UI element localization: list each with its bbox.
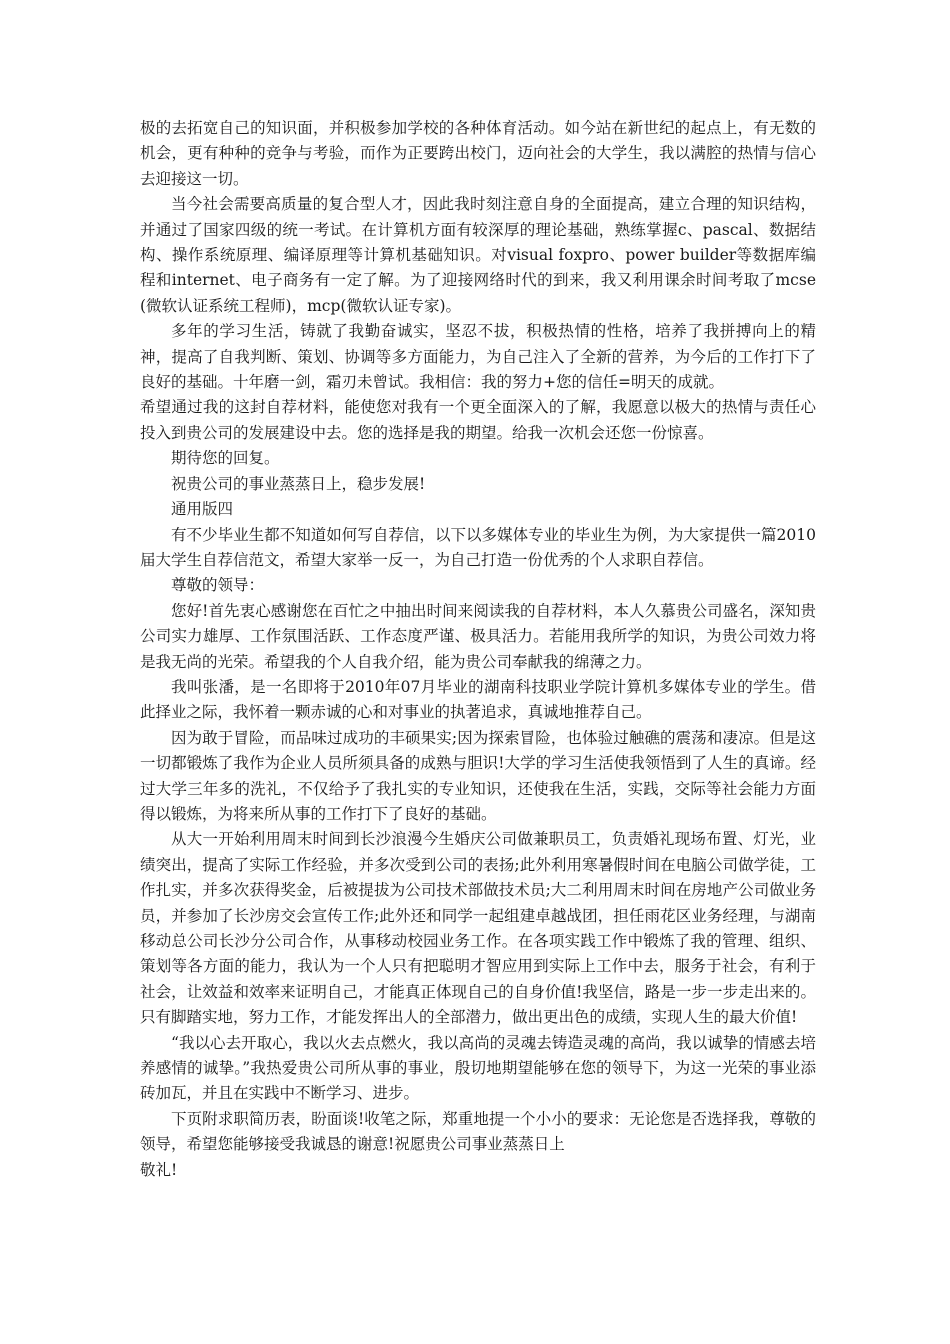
paragraph-14: 下页附求职简历表，盼面谈!收笔之际，郑重地提一个小小的要求：无论您是否选择我，尊敬的领导，希望您能够接受我诚恳的谢意!祝愿贵公司事业蒸蒸日上: [140, 1109, 816, 1154]
paragraph-5: 祝贵公司的事业蒸蒸日上，稳步发展!: [171, 474, 426, 493]
paragraph-13: “我以心去开取心，我以火去点燃火，我以高尚的灵魂去铸造灵魂的高尚，我以诚挚的情感去培养感情的诚挚。”我热爱贵公司所从事的事业，殷切地期望能够在您的领导下，为这一光荣的事业添砖加瓦，并且在实践中不断学习、进步。: [140, 1033, 816, 1103]
paragraph-2: 多年的学习生活，铸就了我勤奋诚实，坚忍不拔，积极热情的性格，培养了我拼搏向上的精神，提高了自我判断、策划、协调等多方面能力，为自己注入了全新的营养，为今后的工作打下了良好的基础。十年磨一剑，霜刃未曾试。我相信：我的努力+您的信任=明天的成就。: [140, 322, 816, 392]
paragraph-0: 极的去拓宽自己的知识面，并积极参加学校的各种体育活动。如今站在新世纪的起点上，有无数的机会，更有种种的竞争与考验，而作为正要跨出校门，迈向社会的大学生，我以满腔的热情与信心去迎接这一切。: [140, 119, 816, 188]
closing: 敬礼!: [140, 1160, 178, 1179]
paragraph-4: 期待您的回复。: [171, 449, 280, 468]
paragraph-11: 因为敢于冒险，而品味过成功的丰硕果实;因为探索冒险，也体验过触礁的震荡和凄凉。但是这一切都锻炼了我作为企业人员所须具备的成熟与胆识!大学的学习生活使我领悟到了人生的真谛。经过大学三年多的洗礼，不仅给予了我扎实的专业知识，还使我在生活，实践，交际等社会能力方面得以锻炼，为将来所从事的工作打下了良好的基础。: [140, 728, 816, 823]
section-heading: 通用版四: [171, 500, 234, 519]
paragraph-9: 您好!首先衷心感谢您在百忙之中抽出时间来阅读我的自荐材料，本人久慕贵公司盛名，深知贵公司实力雄厚、工作氛围活跃、工作态度严谨、极具活力。若能用我所学的知识，为贵公司效力将是我无尚的光荣。希望我的个人自我介绍，能为贵公司奉献我的绵薄之力。: [140, 601, 816, 671]
paragraph-3: 希望通过我的这封自荐材料，能使您对我有一个更全面深入的了解，我愿意以极大的热情与责任心投入到贵公司的发展建设中去。您的选择是我的期望。给我一次机会还您一份惊喜。: [140, 398, 816, 442]
paragraph-10: 我叫张潘，是一名即将于2010年07月毕业的湖南科技职业学院计算机多媒体专业的学生。借此择业之际，我怀着一颗赤诚的心和对事业的执著追求，真诚地推荐自己。: [140, 677, 816, 722]
paragraph-7: 有不少毕业生都不知道如何写自荐信，以下以多媒体专业的毕业生为例，为大家提供一篇2010届大学生自荐信范文，希望大家举一反一，为自己打造一份优秀的个人求职自荐信。: [140, 525, 816, 569]
paragraph-1: 当今社会需要高质量的复合型人才，因此我时刻注意自身的全面提高，建立合理的知识结构，并通过了国家四级的统一考试。在计算机方面有较深厚的理论基础，熟练掌握c、pascal、数据结构、操作系统原理、编译原理等计算机基础知识。对visual foxpro、power builder等数据库编程和internet、电子商务有一定了解。为了迎接网络时代的到来，我又利用课余时间考取了mcse(微软认证系统工程师)，mcp(微软认证专家)。: [140, 195, 816, 315]
paragraph-12: 从大一开始利用周末时间到长沙浪漫今生婚庆公司做兼职员工，负责婚礼现场布置、灯光，业绩突出，提高了实际工作经验，并多次受到公司的表扬;此外利用寒暑假时间在电脑公司做学徒，工作扎实，并多次获得奖金，后被提拔为公司技术部做技术员;大二利用周末时间在房地产公司做业务员，并参加了长沙房交会宣传工作;此外还和同学一起组建卓越战团，担任雨花区业务经理，与湖南移动总公司长沙分公司合作，从事移动校园业务工作。在各项实践工作中锻炼了我的管理、组织、策划等各方面的能力，我认为一个人只有把聪明才智应用到实际上工作中去，服务于社会，有利于社会，让效益和效率来证明自己，才能真正体现自己的自身价值!我坚信，路是一步一步走出来的。只有脚踏实地，努力工作，才能发挥出人的全部潜力，做出更出色的成绩，实现人生的最大价值!: [140, 830, 816, 1027]
salutation: 尊敬的领导：: [171, 576, 265, 595]
document-body: [140, 116, 816, 1183]
